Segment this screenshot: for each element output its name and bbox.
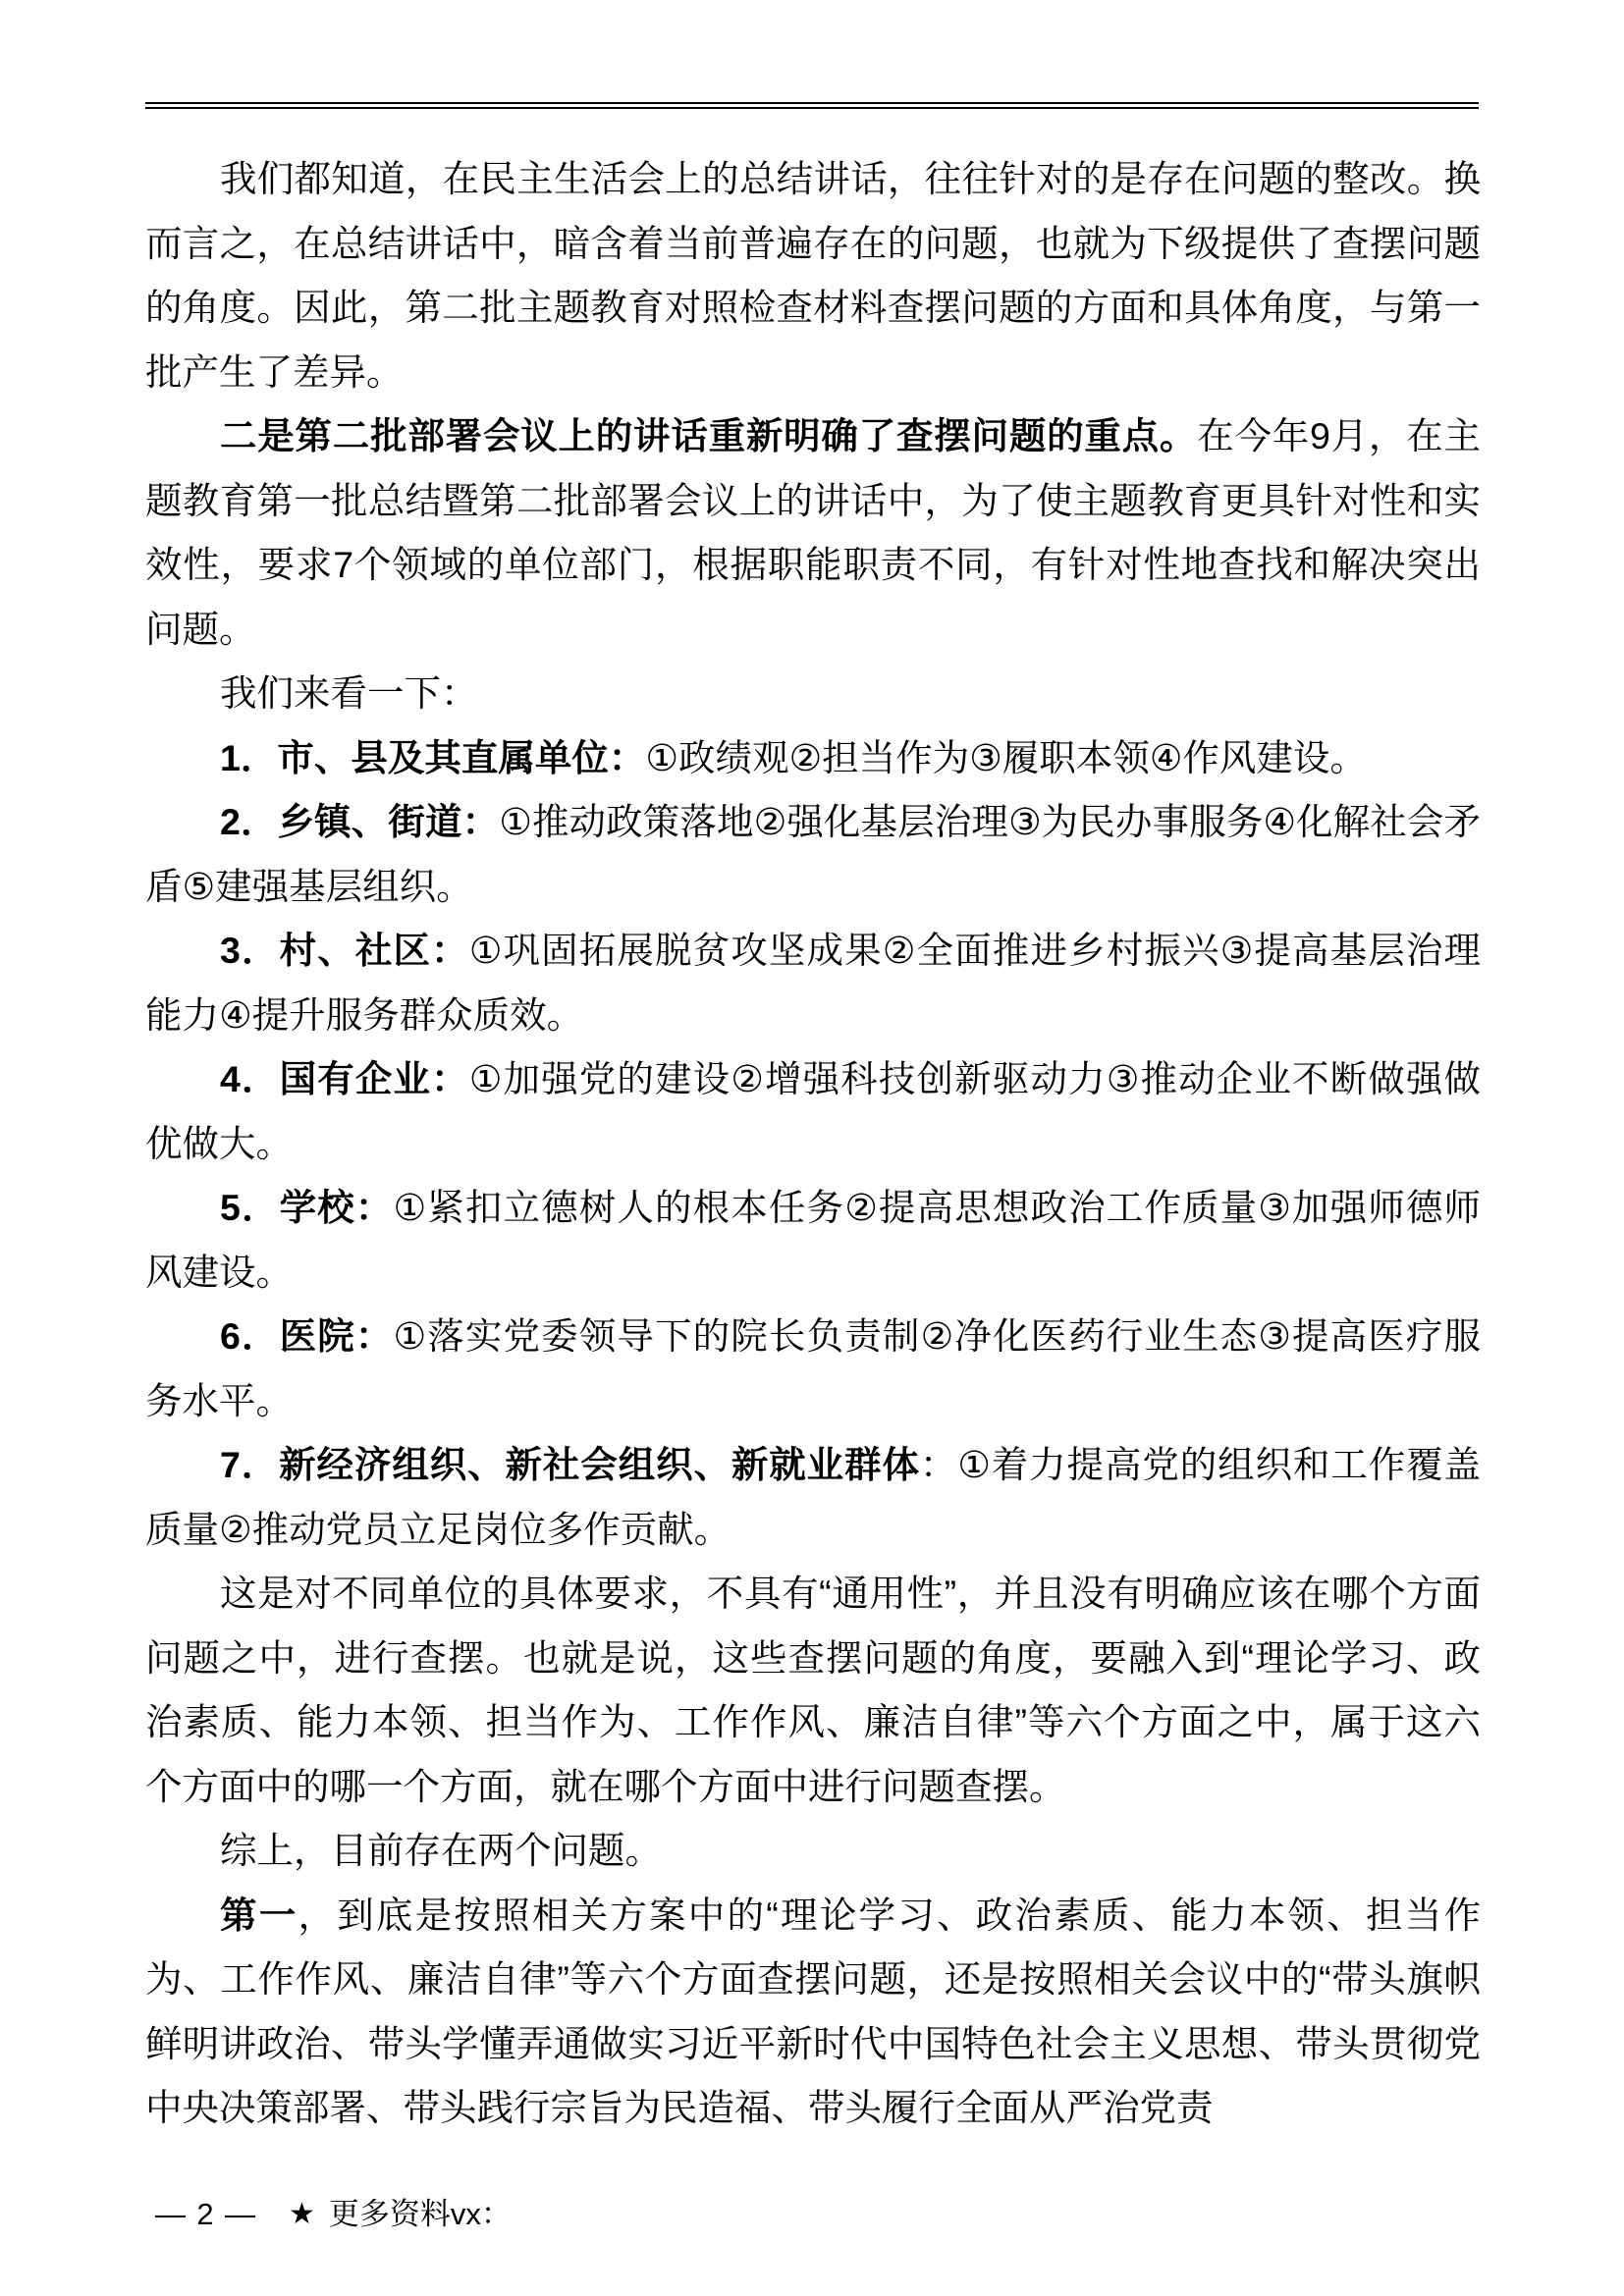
paragraph [145, 1562, 1481, 1819]
footer-page-number: 2 [196, 2197, 214, 2231]
page-footer [145, 2187, 1481, 2242]
text-run: 综上，目前存在两个问题。 [220, 1830, 662, 1871]
header-divider-line-top [145, 102, 1479, 104]
paragraph [145, 1305, 1481, 1433]
paragraph [145, 726, 1481, 791]
star-icon: ★ [289, 2198, 315, 2230]
paragraph [145, 1819, 1481, 1884]
footer-dash-right: — [225, 2197, 255, 2231]
text-run: 这是对不同单位的具体要求，不具有“通用性”，并且没有明确应该在哪个方面问题之中，进行查摆。也就是说，这些查摆问题的角度，要融入到“理论学习、政治素质、能力本领、担当作为、工作作风、廉洁自律”等六个方面之中，属于这六个方面中的哪一个方面，就在哪个方面中进行问题查摆。 [145, 1573, 1481, 1807]
paragraph [145, 662, 1481, 726]
paragraph [145, 1047, 1481, 1176]
text-run-bold: 7．新经济组织、新社会组织、新就业群体 [220, 1444, 920, 1485]
text-run-bold: 二是第二批部署会议上的讲话重新明确了查摆问题的重点。 [220, 415, 1198, 456]
text-run: ①政绩观②担当作为③履职本领④作风建设。 [645, 736, 1367, 778]
text-run-bold: 6．医院： [220, 1315, 394, 1357]
text-run: ，到底是按照相关方案中的“理论学习、政治素质、能力本领、担当作为、工作作风、廉洁自律”等六个方面查摆问题，还是按照相关会议中的“带头旗帜鲜明讲政治、带头学懂弄通做实习近平新时代中国特色社会主义思想、带头贯彻党中央决策部署、带头践行宗旨为民造福、带头履行全面从严治党责 [145, 1894, 1481, 2128]
text-run: ①推动政策落地②强化基层治理③为民办事服务④化解社会矛盾⑤建强基层组织。 [145, 801, 1481, 907]
text-run-bold: 3．村、社区： [220, 930, 469, 971]
text-run: ①落实党委领导下的院长负责制②净化医药行业生态③提高医疗服务水平。 [145, 1315, 1482, 1421]
text-run: ：①着力提高党的组织和工作覆盖质量②推动党员立足岗位多作贡献。 [145, 1444, 1481, 1550]
text-run: ①紧扣立德树人的根本任务②提高思想政治工作质量③加强师德师风建设。 [145, 1187, 1482, 1293]
text-run: 在今年9月，在主题教育第一批总结暨第二批部署会议上的讲话中，为了使主题教育更具针对性和实效性，要求7个领域的单位部门，根据职能职责不同，有针对性地查找和解决突出问题。 [145, 415, 1481, 650]
text-run-bold: 2．乡镇、街道： [220, 801, 500, 842]
text-run: 我们来看一下： [220, 672, 478, 714]
document-body [145, 147, 1481, 2141]
footer-note: 更多资料vx： [328, 2197, 512, 2231]
paragraph [145, 1884, 1481, 2141]
paragraph [145, 404, 1481, 662]
header-divider [145, 102, 1479, 108]
text-run-bold: 4．国有企业： [220, 1058, 469, 1099]
paragraph [145, 790, 1481, 919]
text-run: ①加强党的建设②增强科技创新驱动力③推动企业不断做强做优做大。 [145, 1058, 1481, 1164]
text-run-bold: 第一 [220, 1894, 298, 1936]
paragraph [145, 1176, 1481, 1305]
text-run: ①巩固拓展脱贫攻坚成果②全面推进乡村振兴③提高基层治理能力④提升服务群众质效。 [145, 930, 1481, 1036]
paragraph [145, 147, 1481, 404]
text-run-bold: 1．市、县及其直属单位： [220, 736, 646, 778]
footer-dash-left: — [155, 2197, 186, 2231]
text-run-bold: 5．学校： [220, 1187, 394, 1228]
paragraph [145, 919, 1481, 1047]
header-divider-line-bottom [145, 107, 1479, 109]
paragraph [145, 1433, 1481, 1562]
text-run: 我们都知道，在民主生活会上的总结讲话，往往针对的是存在问题的整改。换而言之，在总结讲话中，暗含着当前普遍存在的问题，也就为下级提供了查摆问题的角度。因此，第二批主题教育对照检查材料查摆问题的方面和具体角度，与第一批产生了差异。 [145, 158, 1481, 393]
